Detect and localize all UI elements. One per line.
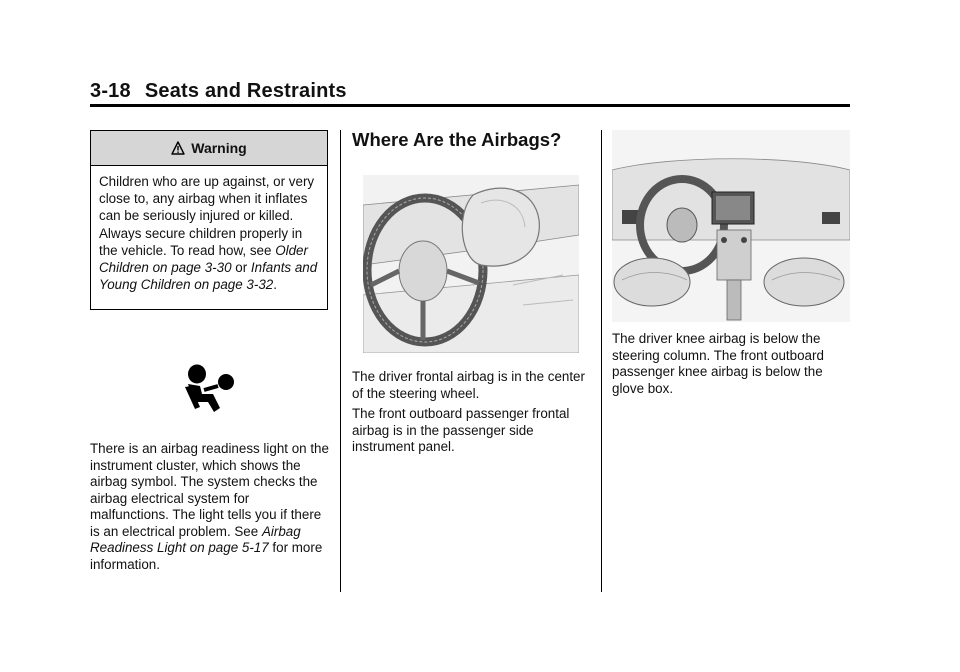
airbag-readiness-symbol-icon: [180, 362, 238, 412]
warning-title: Warning: [191, 140, 247, 156]
driver-airbag-paragraph: The driver frontal airbag is in the center of the steering wheel.: [352, 369, 585, 401]
readiness-text: There is an airbag readiness light on the instrument cluster, which shows the airbag symbol. The system checks the airbag electrical system for malfunctions. The light tells you if there is an electrical problem. See: [90, 441, 329, 539]
steering-wheel-airbag-illustration: [363, 175, 579, 353]
warning-triangle-icon: [171, 141, 185, 155]
section-heading: Where Are the Airbags?: [352, 129, 562, 150]
readiness-link[interactable]: Airbag Readiness Light on page 5-17: [90, 523, 301, 555]
header-rule: [90, 104, 850, 107]
warning-connector: or: [235, 260, 248, 276]
column-divider-2: [601, 130, 602, 592]
warning-text: Children who are up against, or very close to, any airbag when it inflates can be seriously injured or killed. Always secure children properly in the vehicle. To read how, see: [99, 174, 315, 258]
warning-body: [91, 166, 327, 300]
warning-link-infants[interactable]: Infants and Young Children on page 3-32: [99, 260, 318, 293]
page-number: 3-18: [90, 80, 131, 102]
warning-link-older-children[interactable]: Older Children on page 3-30: [99, 242, 308, 276]
dashboard-knee-airbags-illustration: [612, 130, 850, 322]
knee-airbag-paragraph: The driver knee airbag is below the steering column. The front outboard passenger knee airbag is below the glove box.: [612, 331, 824, 396]
warning-header: [91, 131, 327, 166]
column-divider-1: [340, 130, 341, 592]
passenger-airbag-paragraph: The front outboard passenger frontal airbag is in the passenger side instrument panel.: [352, 406, 570, 454]
readiness-paragraph: [90, 441, 330, 573]
section-title: Seats and Restraints: [144, 80, 347, 102]
warning-box: [90, 130, 328, 310]
page-header: [90, 80, 850, 103]
warning-end: .: [273, 277, 277, 293]
readiness-end: for more information.: [90, 540, 323, 572]
